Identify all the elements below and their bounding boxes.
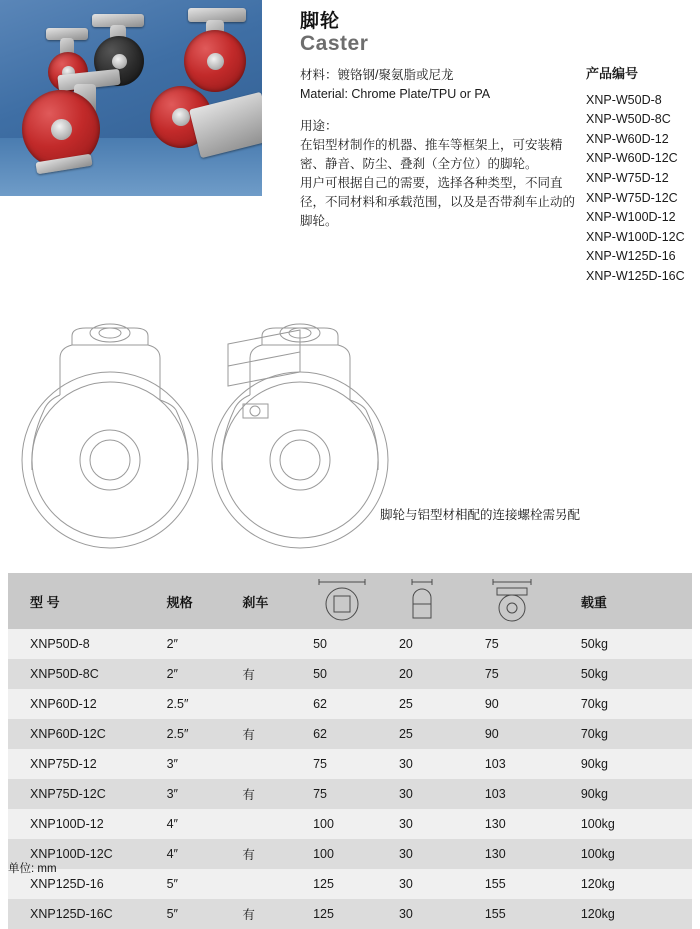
product-number-title: 产品编号 [586, 66, 639, 81]
cell-load: 120kg [580, 877, 615, 891]
wheel-diameter-icon [313, 578, 371, 624]
cell-dim2: 20 [398, 667, 413, 681]
cell-brake: 有 [242, 668, 255, 682]
wheel-width-icon [399, 578, 445, 624]
cell-load: 70kg [580, 697, 608, 711]
cell-spec: 2″ [166, 667, 178, 681]
cell-model: XNP100D-12C [30, 847, 113, 861]
cell-load: 100kg [580, 817, 615, 831]
header-wheel-diameter-icon [313, 573, 399, 629]
cell-dim1: 125 [313, 907, 334, 921]
usage-text-1: 在铝型材制作的机器、推车等框架上，可安装精密、静音、防尘、叠刹（全方位）的脚轮。 [300, 138, 563, 171]
cell-load: 50kg [580, 667, 608, 681]
cell-brake: 有 [242, 848, 255, 862]
cell-spec: 5″ [166, 907, 178, 921]
page-title-cn: 脚轮 [300, 11, 341, 32]
cell-dim3: 130 [484, 847, 506, 861]
cell-model: XNP50D-8C [30, 667, 99, 681]
caster-drawing-brake [212, 324, 388, 548]
cell-dim3: 90 [484, 697, 499, 711]
header-section [0, 0, 700, 290]
cell-spec: 3″ [166, 787, 178, 801]
header-model: 型 号 [8, 573, 167, 629]
cell-dim2: 30 [398, 817, 413, 831]
cell-dim2: 30 [398, 787, 413, 801]
usage-label: 用途： [300, 119, 338, 133]
table-row [8, 689, 692, 719]
cell-model: XNP50D-8 [30, 637, 90, 651]
cell-model: XNP75D-12 [30, 757, 97, 771]
drawing-note: 脚轮与铝型材相配的连接螺栓需另配 [380, 508, 581, 522]
cell-dim1: 100 [313, 847, 334, 861]
cell-model: XNP100D-12 [30, 817, 104, 831]
table-row [8, 629, 692, 659]
material-en: Material: Chrome Plate/TPU or PA [300, 87, 491, 101]
cell-dim3: 103 [484, 757, 506, 771]
cell-dim2: 30 [398, 847, 413, 861]
cell-spec: 2.5″ [166, 727, 189, 741]
cell-model: XNP60D-12C [30, 727, 106, 741]
cell-dim3: 155 [484, 877, 506, 891]
product-number-item: XNP-W100D-12C [586, 229, 685, 244]
cell-dim2: 25 [398, 697, 413, 711]
cell-dim3: 90 [484, 727, 499, 741]
cell-model: XNP75D-12C [30, 787, 106, 801]
product-number-item: XNP-W50D-8C [586, 112, 671, 127]
spec-table-body [8, 629, 692, 929]
product-number-item: XNP-W125D-16 [586, 249, 676, 264]
cell-dim1: 62 [313, 697, 327, 711]
technical-drawings [0, 300, 700, 550]
header-load: 载重 [581, 573, 692, 629]
usage-block [300, 117, 575, 231]
product-number-item: XNP-W75D-12 [586, 170, 669, 185]
cell-dim2: 30 [398, 877, 413, 891]
cell-brake [242, 809, 313, 839]
cell-spec: 4″ [166, 847, 178, 861]
cell-brake [242, 629, 313, 659]
product-number-item: XNP-W125D-16C [586, 268, 685, 283]
cell-dim2: 30 [398, 757, 413, 771]
cell-dim2: 20 [398, 637, 413, 651]
cell-dim1: 125 [313, 877, 334, 891]
caster-drawing-plain [22, 324, 198, 548]
cell-dim1: 62 [313, 727, 327, 741]
product-number-item: XNP-W50D-8 [586, 92, 662, 107]
unit-note: 单位: mm [8, 863, 57, 875]
cell-brake: 有 [242, 788, 255, 802]
cell-dim1: 75 [313, 757, 327, 771]
cell-brake: 有 [242, 908, 255, 922]
product-number-list [586, 64, 685, 287]
table-row [8, 719, 692, 749]
cell-dim3: 155 [484, 907, 506, 921]
cell-load: 70kg [580, 727, 608, 741]
header-overall-height-icon [485, 573, 581, 629]
cell-dim3: 75 [484, 637, 499, 651]
product-number-item: XNP-W60D-12C [586, 151, 678, 166]
cell-load: 100kg [580, 847, 615, 861]
cell-spec: 3″ [166, 757, 178, 771]
cell-dim3: 130 [484, 817, 506, 831]
table-row [8, 659, 692, 689]
cell-spec: 4″ [166, 817, 178, 831]
cell-brake: 有 [242, 728, 255, 742]
table-header-row [8, 573, 692, 629]
product-photo [0, 0, 262, 196]
cell-dim1: 75 [313, 787, 327, 801]
cell-dim1: 50 [313, 637, 327, 651]
table-row [8, 869, 692, 899]
description-block [300, 66, 575, 231]
cell-dim3: 75 [484, 667, 499, 681]
header-spec: 规格 [167, 573, 243, 629]
cell-brake [242, 689, 313, 719]
cell-dim2: 25 [398, 727, 413, 741]
product-number-item: XNP-W75D-12C [586, 190, 678, 205]
cell-model: XNP60D-12 [30, 697, 97, 711]
page-title-en: Caster [300, 32, 369, 55]
cell-dim1: 50 [313, 667, 327, 681]
table-row [8, 779, 692, 809]
cell-load: 120kg [580, 907, 615, 921]
cell-spec: 2.5″ [166, 697, 189, 711]
overall-height-icon [485, 578, 541, 624]
material-block [300, 66, 575, 104]
table-row [8, 899, 692, 929]
cell-spec: 2″ [166, 637, 178, 651]
cell-load: 90kg [580, 787, 608, 801]
cell-brake [242, 749, 313, 779]
cell-spec: 5″ [166, 877, 178, 891]
table-row [8, 749, 692, 779]
cell-dim2: 30 [398, 907, 413, 921]
product-number-item: XNP-W60D-12 [586, 131, 669, 146]
cell-dim3: 103 [484, 787, 506, 801]
cell-load: 50kg [580, 637, 608, 651]
table-row [8, 809, 692, 839]
cell-model: XNP125D-16 [30, 877, 104, 891]
product-number-item: XNP-W100D-12 [586, 210, 676, 225]
cell-model: XNP125D-16C [30, 907, 113, 921]
header-brake: 刹车 [242, 573, 313, 629]
table-row [8, 839, 692, 869]
cell-load: 90kg [580, 757, 608, 771]
cell-brake [242, 869, 313, 899]
cell-dim1: 100 [313, 817, 334, 831]
header-wheel-width-icon [399, 573, 485, 629]
material-cn: 材料：镀铬钢/聚氨脂或尼龙 [300, 68, 454, 82]
usage-text-2: 用户可根据自己的需要，选择各种类型，不同直径，不同材料和承载范围，以及是否带刹车止动的脚轮。 [300, 176, 576, 228]
